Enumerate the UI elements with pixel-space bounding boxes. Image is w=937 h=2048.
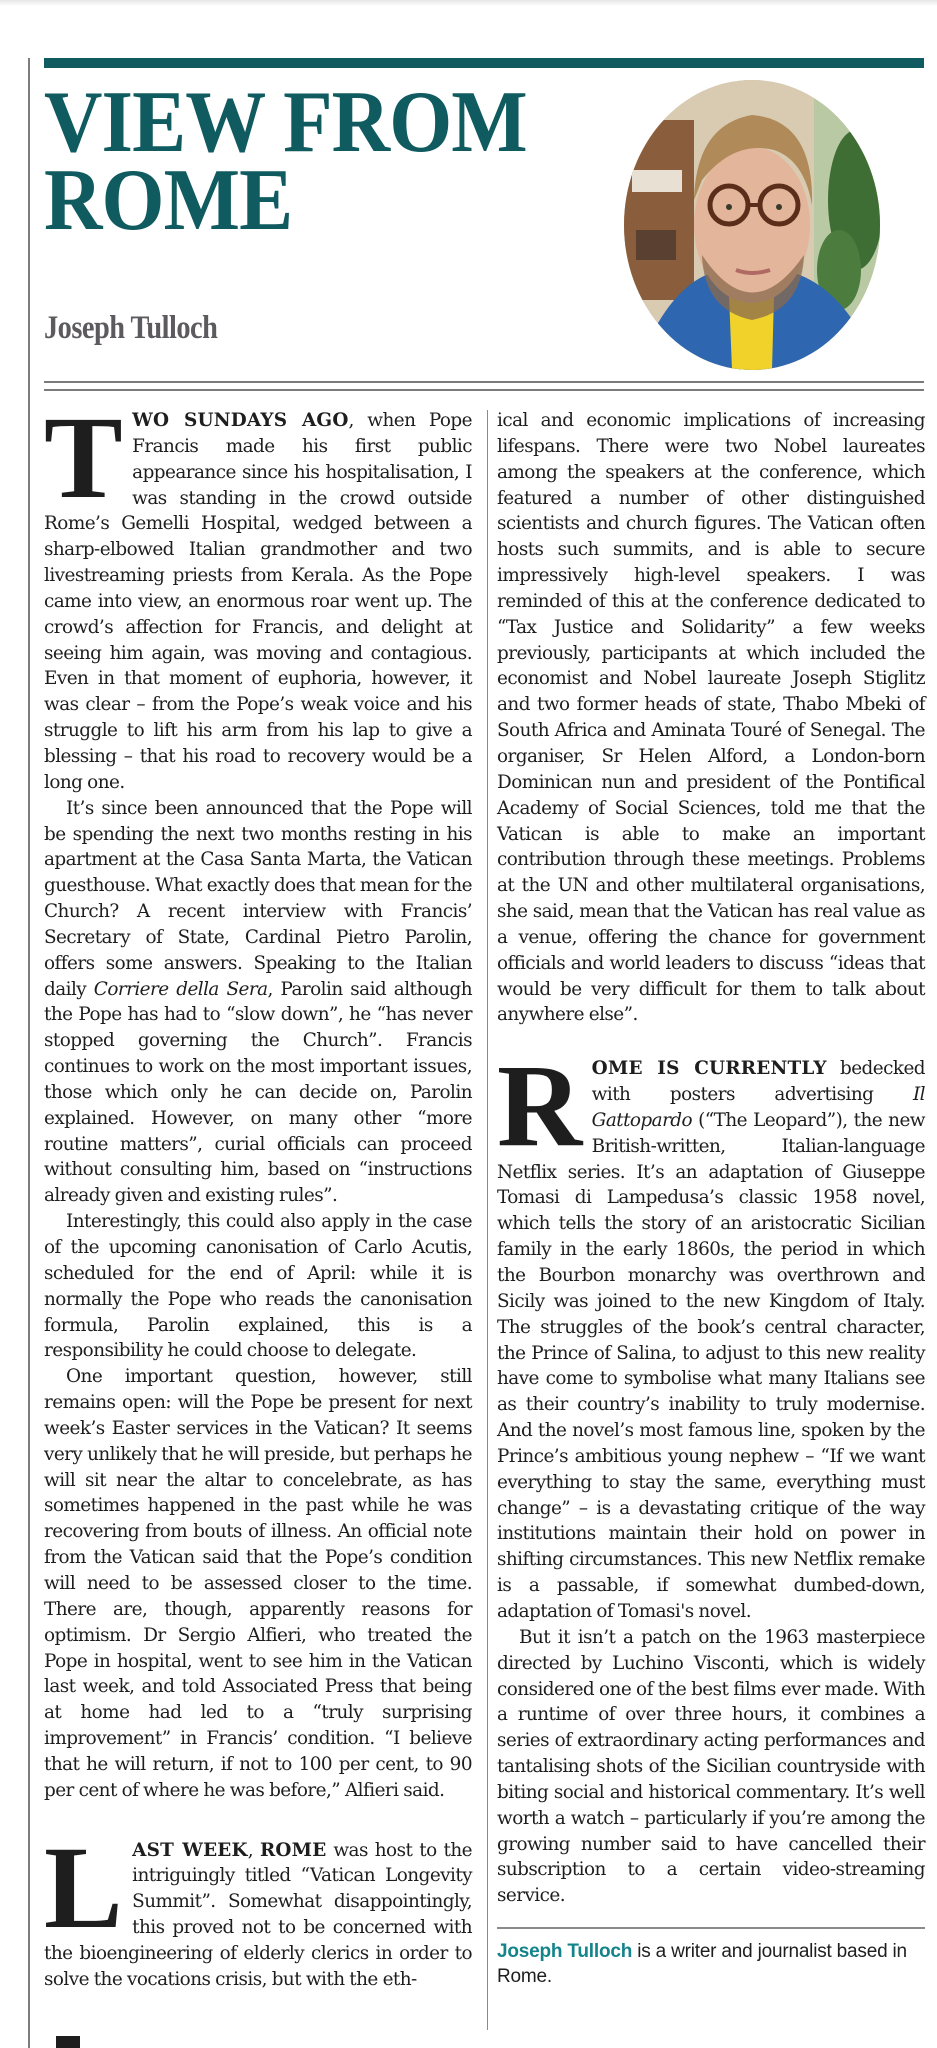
lead-in: OME IS CURRENTLY [591, 1058, 827, 1080]
lead-in: ROME [259, 1839, 327, 1861]
paragraph: ROME IS CURRENTLY bedecked with posters advertising Il Gattopardo (“The Leopard”), the new British-written, Italian-language Netflix series. It’s an adaptation of Giuseppe Tomasi di Lampedusa’s classic 1958 novel, which tells the story of an aristocratic Sicilian family in the early 1860s, the period in which the Bourbon monarchy was overthrown and Sicily was joined to the new Kingdom of Italy. The struggles of the book’s central character, the Prince of Salina, to adjust to this new reality have come to symbolise what many Italians see as their country’s inability to truly modernise. And the novel’s most famous line, spoken by the Prince’s ambitious young nephew – “If we want everything to stay the same, everything must change” – is a devastating critique of the way institutions maintain their hold on power in shifting circumstances. This new Netflix remake is a passable, if somewhat dumbed-down, adaptation of Tomasi's novel. [497, 1040, 925, 1622]
paragraph-continued: ical and economic implications of increasing lifespans. There were two Nobel laureates among the speakers at the conference, which featured a number of other distinguished scientists and church figures. The Vatican often hosts such summits, and is able to secure impressively high-level speakers. I was reminded of this at the conference dedicated to “Tax Justice and Solidarity” a few weeks previously, participants at which included the economist and Nobel laureate Joseph Stiglitz and two former heads of state, Thabo Mbeki of South Africa and Aminata Touré of Senegal. The organiser, Sr Helen Alford, a London-born Dominican nun and president of the Pontifical Academy of Social Sciences, told me that the Vatican is able to make an important contribution through these meetings. Problems at the UN and other multilateral organisations, she said, mean that the Vatican has real value as a venue, offering the chance for government officials and world leaders to discuss “ideas that would be very difficult for them to talk about anywhere else”. [497, 410, 925, 1026]
column-title-line-1: VIEW FROM [44, 74, 527, 171]
publication-name: Corriere della Sera [93, 978, 268, 1000]
paragraph: One important question, however, still remains open: will the Pope be present for next week’s Easter services in the Vatican? It seems very unlikely that he will preside, but perhaps he will sit near the altar to concelebrate, as has sometimes happened in the past while he was recovering from bouts of illness. An official note from the Vatican said that the Pope’s condition will need to be assessed closer to the time. There are, though, apparently reasons for optimism. Dr Sergio Alfieri, who treated the Pope in hospital, went to see him in the Vatican last week, and told Associated Press that being at home had led to a “truly surprising improvement” in Francis’ condition. “I believe that he will return, if not to 100 per cent, to 90 per cent of where he was before,” Alfieri said. [44, 1366, 472, 1801]
page-left-rule [28, 58, 30, 2048]
next-page-dropcap-fragment [56, 2036, 80, 2048]
drop-cap: R [497, 1040, 582, 1172]
drop-cap: T [44, 392, 123, 523]
drop-cap: L [44, 1821, 123, 1953]
series-title: Il Gattopardo [591, 1084, 925, 1131]
paragraph: But it isn’t a patch on the 1963 masterpiece directed by Luchino Visconti, which is widely considered one of the best films ever made. With a runtime of over three hours, it combines a series of extraordinary acting performances and tantalising shots of the Sicilian countryside with biting social and historical commentary. It’s well worth a watch – particularly if you’re among the growing number said to have cancelled their subscription to a certain video-streaming service. [497, 1626, 925, 1907]
author-photo [624, 80, 880, 370]
column-divider [487, 410, 488, 2030]
header-accent-bar [44, 58, 924, 68]
paragraph: TWO SUNDAYS AGO, when Pope Francis made his first public appearance since his hospitalisation, I was standing in the crowd outside Rome’s Gemelli Hospital, wedged between a sharp-elbowed Italian grandmother and two livestreaming priests from Kerala. As the Pope came into view, an enormous roar went up. The crowd’s affection for Francis, and delight at seeing him again, was moving and contagious. Even in that moment of euphoria, however, it was clear – from the Pope’s weak voice and his struggle to lift his arm from his lap to give a blessing – that his road to recovery would be a long one. [44, 392, 472, 793]
author-byline: Joseph Tulloch [44, 310, 218, 346]
bio-divider [497, 1927, 925, 1929]
lead-in: AST WEEK [132, 1839, 248, 1861]
paragraph: It’s since been announced that the Pope will be spending the next two months resting in his apartment at the Casa Santa Marta, the Vatican guesthouse. What exactly does that mean for the Church? A recent interview with Francis’ Secretary of State, Cardinal Pietro Parolin, offers some answers. Speaking to the Italian daily Corriere della Sera, Parolin said although the Pope has had to “slow down”, he “has never stopped governing the Church”. Francis continues to work on the most important issues, those which only he can decide on, Parolin explained. However, on many other “more routine matters”, curial officials can proceed without consulting him, based on “instructions already given and existing rules”. [44, 797, 473, 1207]
header-rule-bottom [44, 389, 924, 391]
header-rule-top [44, 381, 924, 383]
lead-in: WO SUNDAYS AGO [132, 410, 349, 431]
author-bio [497, 1939, 925, 1989]
author-bio-text: is a writer and journalist based in Rome. [497, 1940, 907, 1987]
author-bio-name: Joseph Tulloch [497, 1940, 633, 1962]
article-column-left [44, 392, 473, 1993]
page-top-shadow [0, 0, 937, 6]
author-portrait-icon [624, 80, 880, 370]
column-title-line-2: ROME [44, 152, 293, 249]
paragraph: LAST WEEK, ROME was host to the intriguingly titled “Vatican Longevity Summit”. Somewhat disappointingly, this proved not to be concerned with the bioengineering of elderly clerics in order to solve the vocations crisis, but with the eth- [44, 1821, 472, 1990]
column-title [44, 74, 527, 249]
article-column-right [497, 408, 925, 1989]
paragraph: Interestingly, this could also apply in the case of the upcoming canonisation of Carlo Acutis, scheduled for the end of April: while it is normally the Pope who reads the canonisation formula, Parolin explained, this is a responsibility he could choose to delegate. [44, 1211, 472, 1362]
